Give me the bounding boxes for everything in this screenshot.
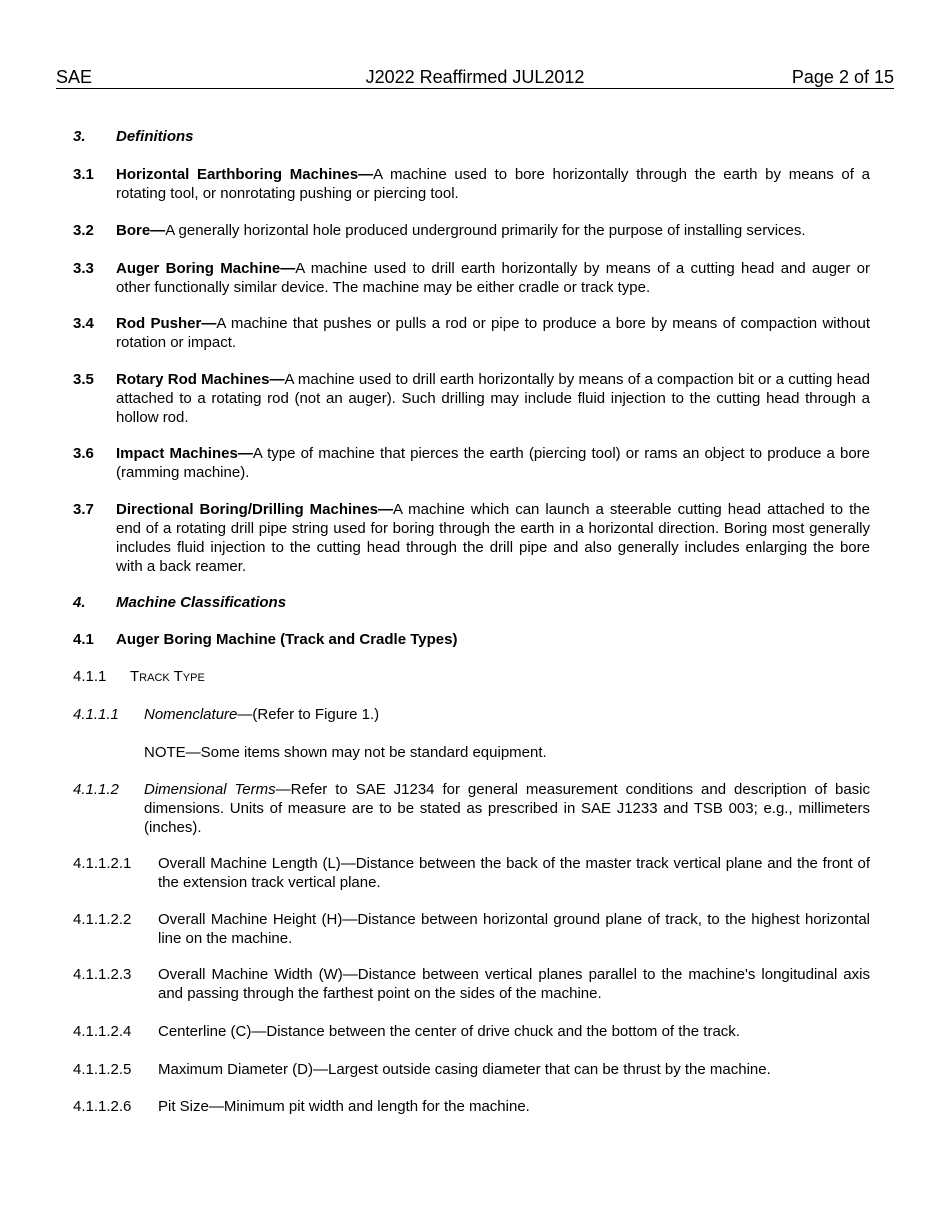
definition-number: 3.6	[73, 445, 94, 462]
definition-text: A type of machine that pierces the earth (piercing tool) or rams an object to produce a bore (ramming machine).	[116, 445, 871, 481]
section-text: —(Refer to Figure 1.)	[237, 706, 380, 723]
definition-3-5	[73, 370, 870, 427]
list-item	[73, 854, 870, 892]
item-number: 4.1.1.2.6	[73, 1098, 132, 1115]
definition-term: Impact Machines—	[116, 445, 253, 462]
section-4-1-1-2	[73, 780, 870, 837]
section-title: Machine Classifications	[116, 594, 287, 611]
item-text: Overall Machine Height (H)—Distance between horizontal ground plane of track, to the highest horizontal line on the machine.	[158, 911, 870, 947]
list-item	[73, 1097, 870, 1116]
section-title: Auger Boring Machine (Track and Cradle Types)	[116, 631, 458, 648]
item-text: Pit Size—Minimum pit width and length for the machine.	[158, 1098, 530, 1115]
definition-text: A generally horizontal hole produced underground primarily for the purpose of installing services.	[165, 222, 806, 239]
section-number: 4.1.1.2	[73, 781, 119, 798]
list-item	[73, 1060, 870, 1079]
section-title: Definitions	[116, 128, 194, 145]
definition-number: 3.7	[73, 501, 94, 518]
section-title: Track Type	[130, 668, 205, 685]
item-number: 4.1.1.2.2	[73, 911, 132, 928]
list-item	[73, 1022, 870, 1041]
item-number: 4.1.1.2.5	[73, 1061, 132, 1078]
item-number: 4.1.1.2.4	[73, 1023, 132, 1040]
definition-3-2	[73, 221, 870, 240]
section-4-1-1-1	[73, 705, 870, 724]
definition-3-6	[73, 444, 870, 482]
note	[73, 743, 870, 762]
definition-number: 3.3	[73, 260, 94, 277]
section-number: 4.1	[73, 631, 94, 648]
definition-text: A machine used to drill earth horizontally by means of a compaction bit or a cutting head attached to a rotating rod (not an auger). Such drilling may include fluid injection to the cutting head through a hollow rod.	[116, 371, 870, 426]
definition-term: Directional Boring/Drilling Machines—	[116, 501, 394, 518]
definition-number: 3.2	[73, 222, 94, 239]
page-header	[56, 66, 894, 89]
definition-number: 3.5	[73, 371, 94, 388]
definition-term: Horizontal Earthboring Machines—	[116, 166, 374, 183]
section-4-1-1-heading	[73, 667, 870, 686]
definition-text: A machine used to bore horizontally through the earth by means of a rotating tool, or nonrotating pushing or piercing tool.	[116, 166, 870, 202]
definition-term: Rotary Rod Machines—	[116, 371, 285, 388]
item-text: Overall Machine Length (L)—Distance between the back of the master track vertical plane and the front of the extension track vertical plane.	[158, 855, 870, 891]
item-number: 4.1.1.2.1	[73, 855, 132, 872]
list-item	[73, 965, 870, 1003]
section-4-1-heading	[73, 630, 870, 649]
section-number: 3.	[73, 128, 86, 145]
definition-3-7	[73, 500, 870, 576]
section-term: Nomenclature	[144, 706, 238, 723]
section-number: 4.	[73, 594, 86, 611]
section-text: —Refer to SAE J1234 for general measurement conditions and description of basic dimensions. Units of measure are to be stated as prescribed in SAE J1233 and TSB 003; e.g., millimeters (inches).	[144, 781, 870, 836]
note-text: NOTE—Some items shown may not be standard equipment.	[144, 744, 547, 761]
definition-text: A machine that pushes or pulls a rod or pipe to produce a bore by means of compaction without rotation or impact.	[116, 315, 870, 351]
section-3-heading	[73, 127, 870, 146]
definition-text: A machine used to drill earth horizontally by means of a cutting head and auger or other functionally similar device. The machine may be either cradle or track type.	[116, 260, 871, 296]
header-org: SAE	[56, 67, 93, 87]
header-doc-id: J2022 Reaffirmed JUL2012	[365, 67, 585, 87]
section-number: 4.1.1.1	[73, 706, 119, 723]
item-text: Overall Machine Width (W)—Distance between vertical planes parallel to the machine's longitudinal axis and passing through the farthest point on the sides of the machine.	[158, 966, 870, 1002]
section-term: Dimensional Terms	[144, 781, 276, 798]
definition-text: A machine which can launch a steerable cutting head attached to the end of a rotating drill pipe string used for boring through the earth in a horizontal direction. Boring most generally includes fluid injection to the cutting head through the drill pipe and also generally includes enlarging the bore with a back reamer.	[116, 501, 870, 575]
list-item	[73, 910, 870, 948]
header-page-number: Page 2 of 15	[791, 67, 894, 87]
definition-term: Auger Boring Machine—	[116, 260, 296, 277]
section-4-heading	[73, 593, 870, 612]
section-number: 4.1.1	[73, 668, 107, 685]
definition-number: 3.4	[73, 315, 94, 332]
definition-term: Rod Pusher—	[116, 315, 217, 332]
item-text: Centerline (C)—Distance between the center of drive chuck and the bottom of the track.	[158, 1023, 740, 1040]
definition-number: 3.1	[73, 166, 94, 183]
definition-term: Bore—	[116, 222, 166, 239]
definition-3-1	[73, 165, 870, 203]
definition-3-3	[73, 259, 870, 297]
item-text: Maximum Diameter (D)—Largest outside casing diameter that can be thrust by the machine.	[158, 1061, 771, 1078]
definition-3-4	[73, 314, 870, 352]
item-number: 4.1.1.2.3	[73, 966, 132, 983]
